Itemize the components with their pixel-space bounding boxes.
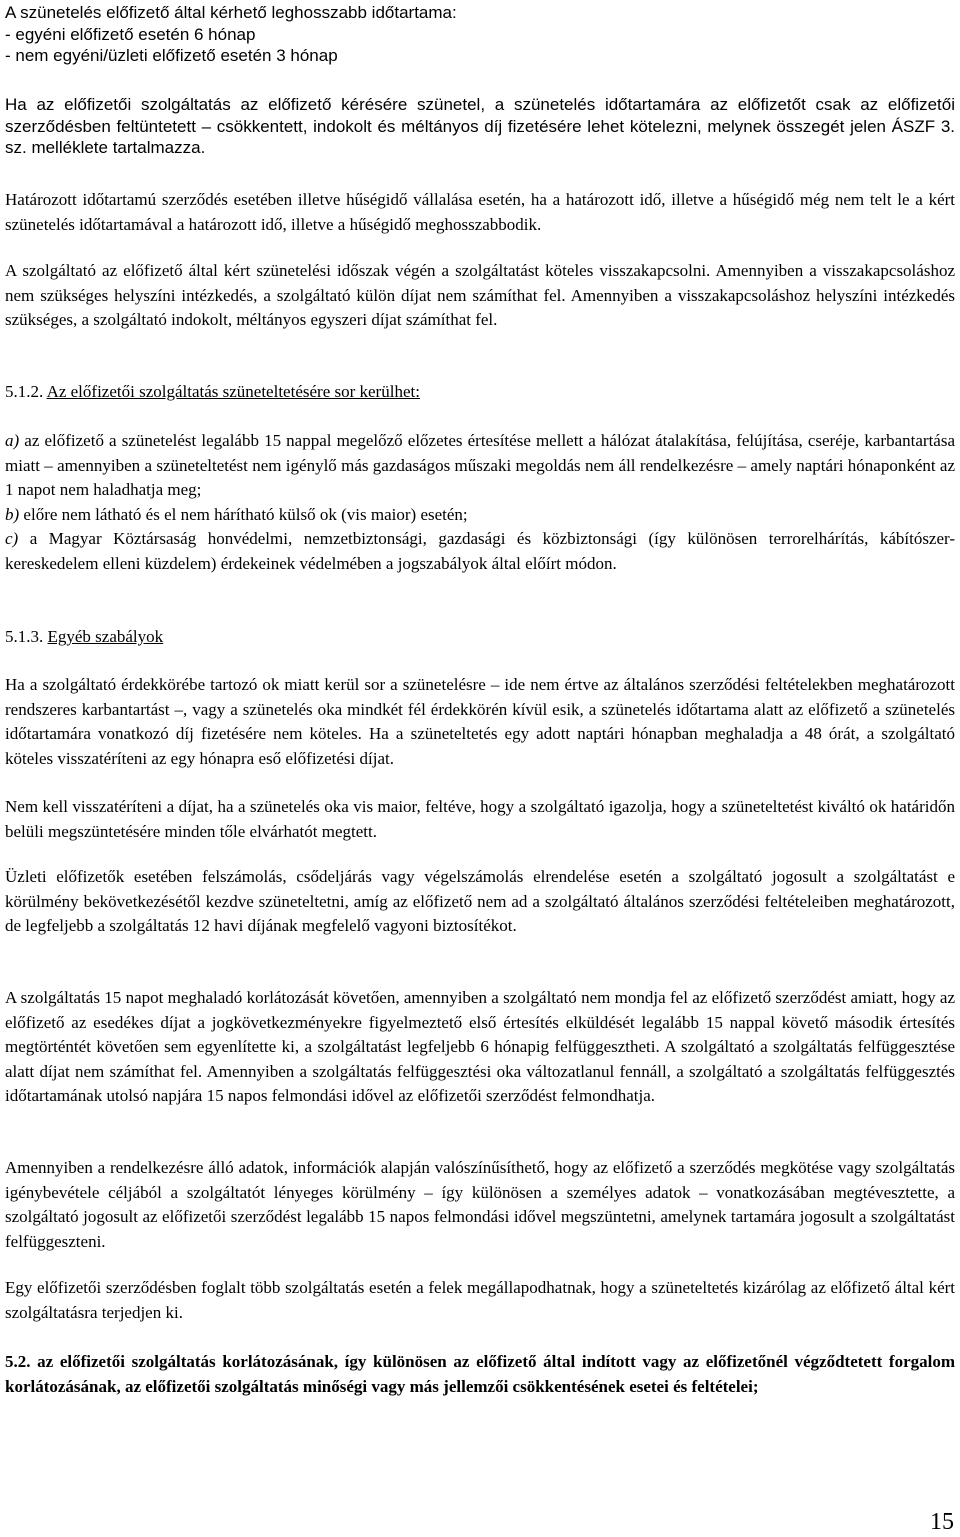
section-513-heading (5, 625, 955, 650)
business-subscriber-item: - nem egyéni/üzleti előfizető esetén 3 hónap (5, 46, 338, 65)
case-b-label: b) (5, 504, 20, 524)
restriction-paragraph: A szolgáltatás 15 napot meghaladó korlátozását követően, amennyiben a szolgáltató nem mondja fel az előfizető szerződést amiatt, hogy az előfizető az esedékes díjat a jogkövetkezményekre figyelmeztető első értesítés elküldését legalább 15 nappal követő második értesítés megtörténtét követően sem egyenlítette ki, a szolgáltatást legfeljebb 6 hónapig felfüggesztheti. A szolgáltató a szolgáltatás felfüggesztése alatt díjat nem számíthat fel. Amennyiben a szolgáltatás felfüggesztési oka változatlanul fennáll, a szolgáltató a szolgáltatás felfüggesztés időtartamának utolsó napjára 15 napos felmondási idővel az előfizetői szerződést felmondhatja. (5, 988, 955, 1105)
case-a-label: a) (5, 431, 20, 450)
page-number: 15 (930, 1509, 954, 1535)
section-512-number: 5.1.2. (5, 382, 44, 401)
fixed-term-paragraph: Határozott időtartamú szerződés esetében illetve hűségidő vállalása esetén, ha a határozott idő, illetve a hűségidő még nem telt le a kért szünetelés időtartamával a határozott idő, illetve a hűségidő meghosszabbodik. (5, 190, 955, 234)
section-513-title: Egyéb szabályok (47, 627, 164, 646)
case-c-text: a Magyar Köztársaság honvédelmi, nemzetbiztonsági, gazdasági és közbiztonsági (így különösen terrorelhárítás, kábítószer-kereskedelem elleni küzdelem) érdekeinek védelmében a jogszabályok által előírt módon. (5, 529, 956, 573)
section-52-title: az előfizetői szolgáltatás korlátozásának, így különösen az előfizető által indított vagy az előfizetőnél végződtetett forgalom korlátozásának, az előfizetői szolgáltatás minőségi vagy más jellemzői csökkentésének esetei és feltételei; (5, 1352, 956, 1396)
no-refund-paragraph: Nem kell visszatéríteni a díjat, ha a szünetelés oka vis maior, feltéve, hogy a szolgáltató igazolja, hogy a szüneteltetést kiváltó ok határidőn belüli megszüntetésére minden tőle elvárhatót megtett. (5, 797, 955, 841)
misleading-paragraph: Amennyiben a rendelkezésre álló adatok, információk alapján valószínűsíthető, hogy az előfizető a szerződés megkötése vagy szolgáltatás igénybevétele céljából a szolgáltatót lényeges körülmény – így különösen a személyes adatok – vonatkozásában megtévesztette, a szolgáltató jogosult az előfizetői szerződést legalább 15 napos felmondási idővel megszüntetni, amelynek tartamára jogosult a szolgáltatást felfüggeszteni. (5, 1158, 955, 1251)
section-512-heading (5, 380, 955, 405)
section-513-number: 5.1.3. (5, 627, 44, 646)
provider-maintenance-paragraph: Ha a szolgáltató érdekkörébe tartozó ok miatt kerül sor a szünetelésre – ide nem értve az általános szerződési feltételekben meghatározott rendszeres karbantartást –, vagy a szünetelés oka mindkét fél érdekkörén kívül esik, a szünetelés időtartama alatt az előfizető a szünetelés időtartamára vonatkozó díj fizetésére nem köteles. Ha a szüneteltetés egy adott naptári hónapban meghaladja a 48 órát, a szolgáltató köteles visszatéríteni az egy hónapra eső előfizetési díjat. (5, 675, 955, 768)
suspension-fee-paragraph: Ha az előfizetői szolgáltatás az előfizető kérésére szünetel, a szünetelés időtartamára az előfizetőt csak az előfizetői szerződésben feltüntetett – csökkentett, indokolt és méltányos díj fizetésére lehet kötelezni, melynek összegét jelen ÁSZF 3. sz. melléklete tartalmazza. (5, 95, 955, 157)
suspension-cases-list (5, 429, 955, 576)
individual-subscriber-item: - egyéni előfizető esetén 6 hónap (5, 24, 256, 44)
business-subscriber-paragraph: Üzleti előfizetők esetében felszámolás, csődeljárás vagy végelszámolás elrendelése esetén a szolgáltató jogosult a szolgáltatást e körülmény bekövetkezésétől kezdve szüneteltetni, amíg az előfizető nem ad a szolgáltató általános szerződési feltételeiben meghatározott, de legfeljebb a szolgáltatás 12 havi díjának megfelelő vagyoni biztosítékot. (5, 867, 955, 935)
section-52-number: 5.2. (5, 1352, 31, 1371)
case-c-item (5, 527, 955, 576)
multiple-services-paragraph: Egy előfizetői szerződésben foglalt több szolgáltatás esetén a felek megállapodhatnak, hogy a szüneteltetés kizárólag az előfizető által kért szolgáltatásra terjedjen ki. (5, 1278, 955, 1322)
case-b-text: előre nem látható és el nem hárítható külső ok (vis maior) esetén; (23, 504, 468, 524)
section-512-title: Az előfizetői szolgáltatás szüneteltetésére sor kerülhet: (46, 382, 420, 401)
section-52-heading (5, 1350, 955, 1399)
case-a-item (5, 429, 955, 503)
max-suspension-list (5, 2, 955, 67)
case-b-item (5, 503, 955, 528)
case-c-label: c) (5, 529, 19, 548)
case-a-text: az előfizető a szünetelést legalább 15 nappal megelőző előzetes értesítése mellett a hálózat átalakítása, felújítása, cseréje, karbantartása miatt – amennyiben a szüneteltetést nem igénylő más gazdaságos műszaki megoldás nem áll rendelkezésre – amely naptári hónaponként az 1 napot nem haladhatja meg; (5, 431, 955, 499)
reconnect-paragraph: A szolgáltató az előfizető által kért szünetelési időszak végén a szolgáltatást köteles visszakapcsolni. Amennyiben a visszakapcsoláshoz nem szükséges helyszíni intézkedés, a szolgáltató külön díjat nem számíthat fel. Amennyiben a visszakapcsoláshoz helyszíni intézkedés szükséges, a szolgáltató indokolt, méltányos egyszeri díjat számíthat fel. (5, 261, 955, 329)
max-suspension-heading: A szünetelés előfizető által kérhető leghosszabb időtartama: (5, 3, 457, 22)
